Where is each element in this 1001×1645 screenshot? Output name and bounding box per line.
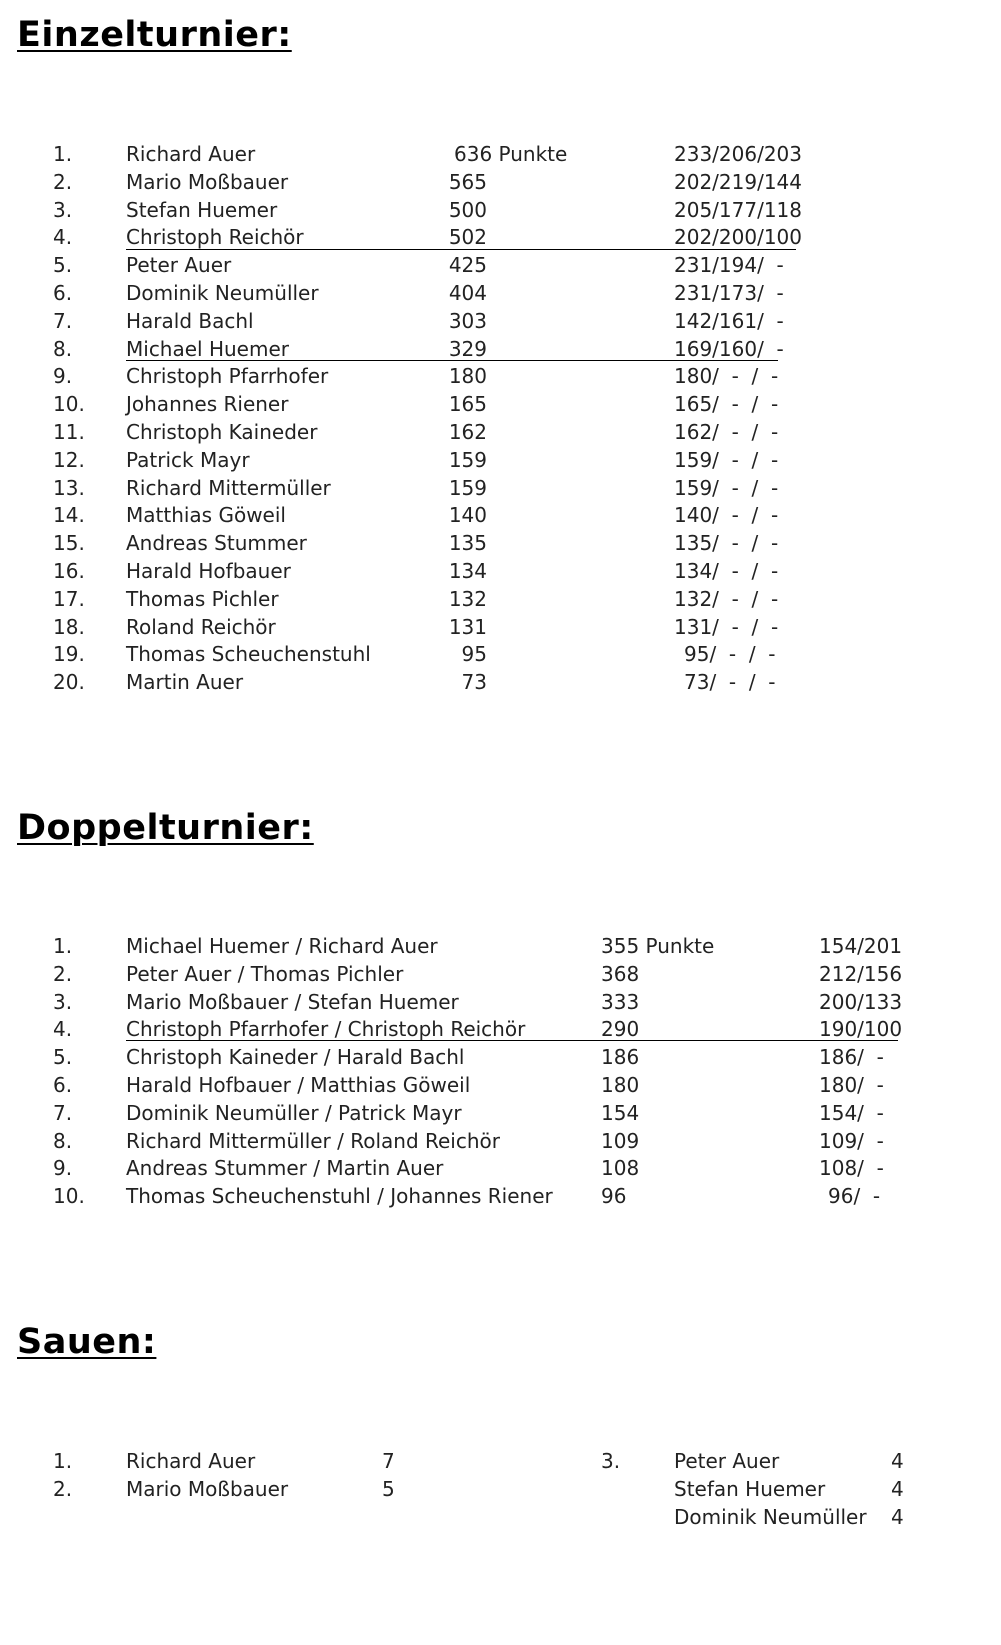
rank-cell: 11. (53, 420, 85, 444)
rank-cell: 9. (53, 1156, 73, 1181)
name-cell: Martin Auer (126, 670, 244, 695)
list-item (0, 1475, 1001, 1504)
games-cell: 165/ - / - (674, 392, 779, 417)
name-cell: Christoph Kaineder (126, 420, 318, 444)
points-cell: 135 (448, 531, 487, 556)
name-cell: Mario Moßbauer / Stefan Huemer (126, 989, 459, 1014)
name-cell: Harald Hofbauer (126, 559, 291, 583)
rank-cell: 6. (53, 281, 73, 305)
points-cell: 131 (448, 614, 487, 639)
table-row (0, 1099, 1001, 1128)
table-row (0, 251, 1001, 280)
games-cell: 96/ - (828, 1184, 881, 1209)
name-cell: Christoph Pfarrhofer / Christoph Reichör (126, 1017, 526, 1042)
table-row (0, 418, 1001, 447)
games-cell: 169/160/ - (674, 336, 784, 361)
rank-cell: 7. (53, 1100, 73, 1125)
points-cell: 108 (601, 1156, 640, 1181)
name-cell: Peter Auer (126, 253, 232, 278)
games-cell: 131/ - / - (674, 614, 779, 639)
table-row (0, 988, 1001, 1017)
points-cell: 165 (448, 392, 487, 417)
points-cell: 95 (461, 642, 487, 667)
name-cell: Richard Mittermüller (126, 475, 331, 500)
name-cell: Stefan Huemer (674, 1476, 826, 1501)
table-row (0, 557, 1001, 586)
list-item (0, 1447, 1001, 1476)
games-cell: 154/ - (819, 1100, 884, 1125)
table-row (0, 529, 1001, 558)
games-cell: 212/156 (819, 961, 903, 986)
name-cell: Dominik Neumüller (126, 281, 319, 305)
rank-cell: 3. (601, 1449, 621, 1473)
name-cell: Peter Auer / Thomas Pichler (126, 961, 404, 986)
points-cell: 502 (448, 225, 487, 250)
count-cell: 5 (382, 1476, 395, 1501)
einzel-top4-divider (126, 249, 796, 250)
points-cell: 303 (448, 308, 487, 333)
rank-cell: 2. (53, 1476, 73, 1501)
rank-cell: 4. (53, 1017, 73, 1042)
points-cell: 425 (448, 253, 487, 278)
points-cell: 134 (448, 559, 487, 583)
table-row (0, 1127, 1001, 1156)
count-cell: 4 (891, 1449, 904, 1473)
doppel-heading: Doppelturnier: (17, 808, 314, 848)
table-row (0, 585, 1001, 614)
table-row (0, 307, 1001, 336)
name-cell: Andreas Stummer (126, 531, 307, 556)
name-cell: Thomas Scheuchenstuhl (126, 642, 371, 667)
rank-cell: 5. (53, 1045, 73, 1070)
name-cell: Roland Reichör (126, 614, 276, 639)
rank-cell: 19. (53, 642, 85, 667)
rank-cell: 1. (53, 1449, 73, 1473)
name-cell: Andreas Stummer / Martin Auer (126, 1156, 444, 1181)
table-row (0, 613, 1001, 642)
rank-cell: 7. (53, 308, 73, 333)
name-cell: Christoph Kaineder / Harald Bachl (126, 1045, 465, 1070)
rank-cell: 6. (53, 1073, 73, 1097)
name-cell: Harald Bachl (126, 308, 254, 333)
games-cell: 205/177/118 (674, 197, 802, 222)
table-row (0, 1043, 1001, 1072)
games-cell: 233/206/203 (674, 142, 802, 166)
name-cell: Harald Hofbauer / Matthias Göweil (126, 1073, 471, 1097)
rank-cell: 10. (53, 1184, 85, 1209)
sauen-heading: Sauen: (17, 1322, 157, 1362)
points-cell: 565 (448, 169, 487, 194)
games-cell: 95/ - / - (684, 642, 776, 667)
count-cell: 7 (382, 1449, 395, 1473)
rank-cell: 14. (53, 503, 85, 528)
table-row (0, 1182, 1001, 1211)
games-cell: 231/173/ - (674, 281, 784, 305)
rank-cell: 8. (53, 336, 73, 361)
points-cell: 404 (448, 281, 487, 305)
rank-cell: 2. (53, 169, 73, 194)
games-cell: 135/ - / - (674, 531, 779, 556)
table-row (0, 640, 1001, 669)
points-cell: 96 (601, 1184, 627, 1209)
games-cell: 190/100 (819, 1017, 903, 1042)
einzel-heading: Einzelturnier: (17, 15, 292, 55)
table-row (0, 932, 1001, 961)
games-cell: 186/ - (819, 1045, 884, 1070)
name-cell: Richard Auer (126, 1449, 256, 1473)
table-row (0, 168, 1001, 197)
games-cell: 231/194/ - (674, 253, 784, 278)
count-cell: 4 (891, 1504, 904, 1529)
rank-cell: 10. (53, 392, 85, 417)
table-row (0, 140, 1001, 169)
name-cell: Richard Mittermüller / Roland Reichör (126, 1128, 500, 1153)
name-cell: Stefan Huemer (126, 197, 278, 222)
rank-cell: 18. (53, 614, 85, 639)
games-cell: 202/219/144 (674, 169, 802, 194)
name-cell: Thomas Pichler (126, 586, 279, 611)
points-cell: 355 Punkte (601, 934, 715, 958)
table-row (0, 279, 1001, 308)
points-cell: 186 (601, 1045, 640, 1070)
name-cell: Dominik Neumüller / Patrick Mayr (126, 1100, 462, 1125)
games-cell: 132/ - / - (674, 586, 779, 611)
name-cell: Dominik Neumüller (674, 1504, 867, 1529)
points-cell: 159 (448, 475, 487, 500)
rank-cell: 2. (53, 961, 73, 986)
games-cell: 109/ - (819, 1128, 884, 1153)
table-row (0, 501, 1001, 530)
rank-cell: 20. (53, 670, 85, 695)
points-cell: 290 (601, 1017, 640, 1042)
points-cell: 329 (448, 336, 487, 361)
table-row (0, 362, 1001, 391)
points-cell: 333 (601, 989, 640, 1014)
rank-cell: 15. (53, 531, 85, 556)
points-cell: 180 (601, 1073, 640, 1097)
count-cell: 4 (891, 1476, 904, 1501)
games-cell: 159/ - / - (674, 475, 779, 500)
name-cell: Michael Huemer / Richard Auer (126, 934, 438, 958)
points-cell: 140 (448, 503, 487, 528)
name-cell: Thomas Scheuchenstuhl / Johannes Riener (126, 1184, 553, 1209)
points-cell: 162 (448, 420, 487, 444)
games-cell: 108/ - (819, 1156, 884, 1181)
games-cell: 140/ - / - (674, 503, 779, 528)
table-row (0, 1154, 1001, 1183)
name-cell: Christoph Pfarrhofer (126, 364, 329, 389)
games-cell: 180/ - / - (674, 364, 779, 389)
name-cell: Peter Auer (674, 1449, 780, 1473)
rank-cell: 5. (53, 253, 73, 278)
points-cell: 73 (461, 670, 487, 695)
rank-cell: 12. (53, 447, 85, 472)
name-cell: Christoph Reichör (126, 225, 304, 250)
name-cell: Patrick Mayr (126, 447, 250, 472)
points-cell: 368 (601, 961, 640, 986)
points-cell: 636 Punkte (454, 142, 568, 166)
games-cell: 180/ - (819, 1073, 884, 1097)
points-cell: 132 (448, 586, 487, 611)
games-cell: 159/ - / - (674, 447, 779, 472)
points-cell: 154 (601, 1100, 640, 1125)
name-cell: Johannes Riener (126, 392, 289, 417)
rank-cell: 1. (53, 142, 73, 166)
games-cell: 142/161/ - (674, 308, 784, 333)
rank-cell: 8. (53, 1128, 73, 1153)
name-cell: Mario Moßbauer (126, 169, 289, 194)
rank-cell: 1. (53, 934, 73, 958)
rank-cell: 16. (53, 559, 85, 583)
rank-cell: 4. (53, 225, 73, 250)
games-cell: 162/ - / - (674, 420, 779, 444)
rank-cell: 3. (53, 989, 73, 1014)
table-row (0, 960, 1001, 989)
name-cell: Michael Huemer (126, 336, 289, 361)
table-row (0, 446, 1001, 475)
table-row (0, 668, 1001, 697)
rank-cell: 3. (53, 197, 73, 222)
rank-cell: 13. (53, 475, 85, 500)
points-cell: 180 (448, 364, 487, 389)
points-cell: 159 (448, 447, 487, 472)
points-cell: 109 (601, 1128, 640, 1153)
rank-cell: 17. (53, 586, 85, 611)
name-cell: Mario Moßbauer (126, 1476, 289, 1501)
games-cell: 73/ - / - (684, 670, 776, 695)
games-cell: 154/201 (819, 934, 903, 958)
name-cell: Matthias Göweil (126, 503, 286, 528)
games-cell: 202/200/100 (674, 225, 802, 250)
games-cell: 134/ - / - (674, 559, 779, 583)
games-cell: 200/133 (819, 989, 903, 1014)
name-cell: Richard Auer (126, 142, 256, 166)
doppel-top4-divider (126, 1040, 898, 1041)
table-row (0, 390, 1001, 419)
table-row (0, 196, 1001, 225)
table-row (0, 1071, 1001, 1100)
points-cell: 500 (448, 197, 487, 222)
table-row (0, 474, 1001, 503)
rank-cell: 9. (53, 364, 73, 389)
einzel-top8-divider (126, 360, 778, 361)
